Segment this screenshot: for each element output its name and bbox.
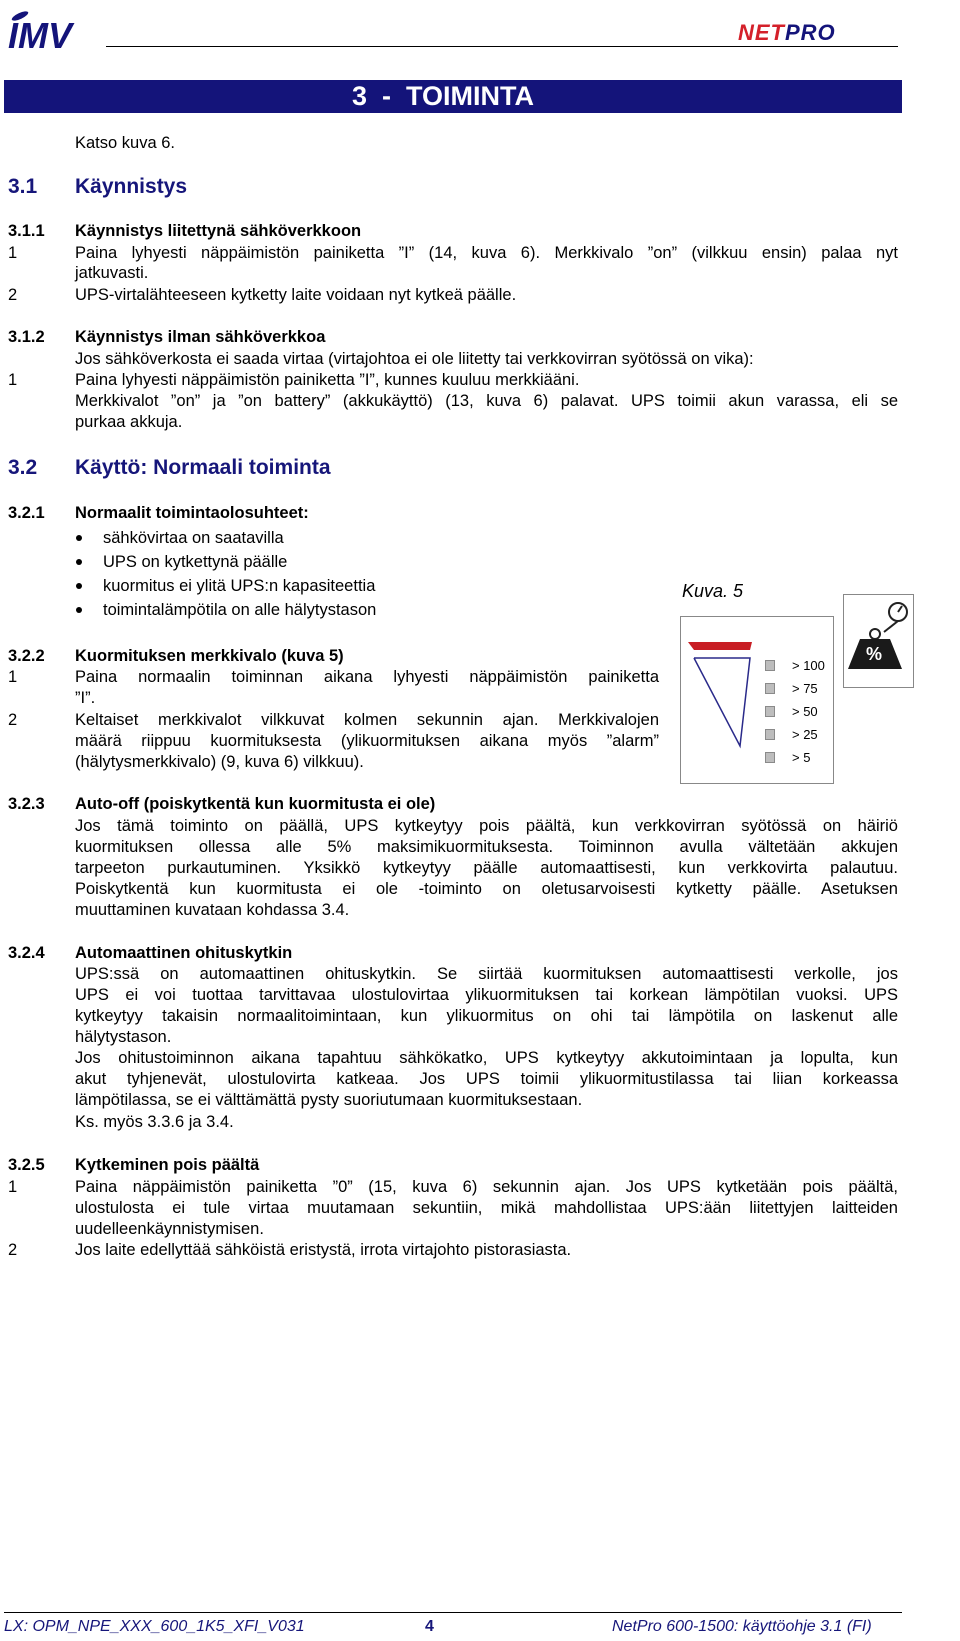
- footer-page-number: 4: [425, 1618, 434, 1635]
- list-item: sähkövirtaa on saatavilla: [103, 529, 284, 547]
- paragraph: Merkkivalot ”on” ja ”on battery” (akkukäyttö) (13, kuva 6) palavat. UPS toimii akun varassa, eli se: [75, 392, 898, 410]
- load-triangle-icon: [694, 658, 750, 746]
- step-text: Paina normaalin toiminnan aikana lyhyesti näppäimistön painiketta: [75, 668, 659, 686]
- legend-label: > 25: [792, 727, 818, 742]
- section-3-2-2-title: Kuormituksen merkkivalo (kuva 5): [75, 647, 344, 665]
- intro-text: Katso kuva 6.: [75, 134, 175, 152]
- footer-manual-title: NetPro 600-1500: käyttöohje 3.1 (FI): [612, 1618, 872, 1635]
- footer-rule: [4, 1612, 902, 1613]
- step-text-cont: (hälytysmerkkivalo) (9, kuva 6) vilkkuu).: [75, 753, 364, 771]
- step-number: 2: [8, 286, 18, 304]
- netpro-logo-net: NET: [738, 20, 785, 45]
- paragraph-line: hälytystason.: [75, 1028, 172, 1046]
- step-text: Paina näppäimistön painiketta ”0” (15, kuva 6) sekunnin ajan. Jos UPS kytketään pois päältä,: [75, 1178, 898, 1196]
- netpro-logo: [738, 20, 836, 46]
- paragraph-line: Ks. myös 3.3.6 ja 3.4.: [75, 1113, 234, 1131]
- load-indicator-figure: [680, 594, 914, 784]
- section-3-2-number: 3.2: [8, 456, 38, 479]
- section-3-1-2-number: 3.1.2: [8, 328, 45, 346]
- step-text: UPS-virtalähteeseen kytketty laite voidaan nyt kytkeä päälle.: [75, 286, 517, 304]
- paragraph-line: UPS ei voi tuottaa tarvittavaa ulostulovirtaa ylikuormituksen tai korkean lämpötilan vuoksi. UPS: [75, 986, 898, 1004]
- list-item: toimintalämpötila on alle hälytystason: [103, 601, 377, 619]
- section-3-1-number: 3.1: [8, 175, 38, 198]
- legend-label: > 5: [792, 750, 811, 765]
- led-indicator: [765, 752, 775, 763]
- step-number: 1: [8, 1178, 18, 1196]
- step-text-cont: määrä riippuu kuormituksesta (ylikuormituksen aikana myös ”alarm”: [75, 732, 659, 750]
- legend-label: > 75: [792, 681, 818, 696]
- paragraph-line: Jos tämä toiminto on päällä, UPS kytkeytyy pois päältä, kun verkkovirran syötössä on häiriö: [75, 817, 898, 835]
- step-text: Paina lyhyesti näppäimistön painiketta ”I”, kunnes kuuluu merkkiääni.: [75, 371, 580, 389]
- step-text-cont: uudelleenkäynnistymisen.: [75, 1220, 264, 1238]
- led-indicator: [765, 660, 775, 671]
- section-3-2-4-title: Automaattinen ohituskytkin: [75, 944, 293, 962]
- step-number: 1: [8, 244, 18, 262]
- paragraph-line: akut tyhjenevät, ulostulovirta katkeaa. Jos UPS toimii ylikuormitustilassa tai liian korkeassa: [75, 1070, 898, 1088]
- section-3-2-3-number: 3.2.3: [8, 795, 45, 813]
- paragraph-line: UPS:ssä on automaattinen ohituskytkin. Se siirtää kuormituksen automaattisesti verkolle, jos: [75, 965, 898, 983]
- netpro-logo-pro: PRO: [785, 20, 836, 45]
- section-3-2-5-title: Kytkeminen pois päältä: [75, 1156, 260, 1174]
- led-indicator: [765, 706, 775, 717]
- list-item: UPS on kytkettynä päälle: [103, 553, 288, 571]
- led-indicator: [765, 683, 775, 694]
- section-3-2-3-title: Auto-off (poiskytkentä kun kuormitusta ei ole): [75, 795, 436, 813]
- paragraph-line: Jos ohitustoiminnon aikana tapahtuu sähkökatko, UPS kytkeytyy akkutoimintaan ja lopulta, kun: [75, 1049, 898, 1067]
- paragraph-line: kuormituksen ollessa alle 5% maksimikuormituksesta. Toiminnon avulla vältetään akkujen: [75, 838, 898, 856]
- section-3-1-title: Käynnistys: [75, 175, 188, 198]
- bullet-dot: [76, 559, 82, 565]
- chapter-banner: [4, 80, 902, 113]
- section-3-1-1-title: Käynnistys liitettynä sähköverkkoon: [75, 222, 362, 240]
- legend-label: > 50: [792, 704, 818, 719]
- bullet-dot: [76, 535, 82, 541]
- paragraph: Jos sähköverkosta ei saada virtaa (virtajohtoa ei ole liitetty tai verkkovirran syötössä on vika):: [75, 350, 754, 368]
- header-rule: [106, 46, 898, 47]
- step-text: Jos laite edellyttää sähköistä eristystä, irrota virtajohto pistorasiasta.: [75, 1241, 572, 1259]
- chapter-title: 3 - TOIMINTA: [352, 81, 534, 111]
- list-item: kuormitus ei ylitä UPS:n kapasiteettia: [103, 577, 376, 595]
- paragraph-line: muuttaminen kuvataan kohdassa 3.4.: [75, 901, 350, 919]
- led-indicator: [765, 729, 775, 740]
- section-3-1-1-number: 3.1.1: [8, 222, 45, 240]
- paragraph-cont: purkaa akkuja.: [75, 413, 183, 431]
- imv-logo-graphic: [6, 10, 106, 50]
- step-text-cont: ”I”.: [75, 689, 96, 707]
- footer-doc-code: LX: OPM_NPE_XXX_600_1K5_XFI_V031: [4, 1618, 305, 1635]
- step-text: Keltaiset merkkivalot vilkkuvat kolmen sekunnin ajan. Merkkivalojen: [75, 711, 659, 729]
- figure-caption: Kuva. 5: [682, 581, 744, 601]
- section-3-2-1-number: 3.2.1: [8, 504, 45, 522]
- overload-red-bar: [688, 642, 752, 650]
- step-text: Paina lyhyesti näppäimistön painiketta ”I” (14, kuva 6). Merkkivalo ”on” (vilkkuu ensin) palaa nyt: [75, 244, 898, 262]
- imv-logo-text: IMV: [8, 15, 73, 50]
- section-3-2-2-number: 3.2.2: [8, 647, 45, 665]
- weight-icon: [870, 629, 880, 639]
- paragraph-line: lämpötilassa, se ei välttämättä pysty suoriutumaan kuormituksestaan.: [75, 1091, 583, 1109]
- step-number: 2: [8, 711, 18, 729]
- paragraph-line: kytkeytyy takaisin normaalitoimintaan, kun ylikuormitus on ohi tai lämpötila on laskenut alle: [75, 1007, 898, 1025]
- section-3-2-4-number: 3.2.4: [8, 944, 45, 962]
- paragraph-line: tarpeeton purkautuminen. Yksikkö kytkeytyy päälle automaattisesti, kun verkkovirta palautuu.: [75, 859, 898, 877]
- step-text-cont: ulostulosta ei tule virtaa muutamaan sekuntiin, mikä mahdollistaa UPS:ään liitettyjen laitteiden: [75, 1199, 898, 1217]
- section-3-2-5-number: 3.2.5: [8, 1156, 45, 1174]
- paragraph-line: Poiskytkentä kun kuormitusta ei ole -toiminto on oletusarvoisesti kytketty päälle. Asetuksen: [75, 880, 898, 898]
- section-3-2-1-title: Normaalit toimintaolosuhteet:: [75, 504, 309, 522]
- section-3-2-title: Käyttö: Normaali toiminta: [75, 456, 331, 479]
- step-number: 2: [8, 1241, 18, 1259]
- step-text-cont: jatkuvasti.: [75, 264, 149, 282]
- step-number: 1: [8, 668, 18, 686]
- imv-logo: [6, 10, 106, 50]
- legend-label: > 100: [792, 658, 825, 673]
- section-3-1-2-title: Käynnistys ilman sähköverkkoa: [75, 328, 326, 346]
- step-number: 1: [8, 371, 18, 389]
- bullet-dot: [76, 607, 82, 613]
- percent-symbol: %: [866, 644, 883, 664]
- bullet-dot: [76, 583, 82, 589]
